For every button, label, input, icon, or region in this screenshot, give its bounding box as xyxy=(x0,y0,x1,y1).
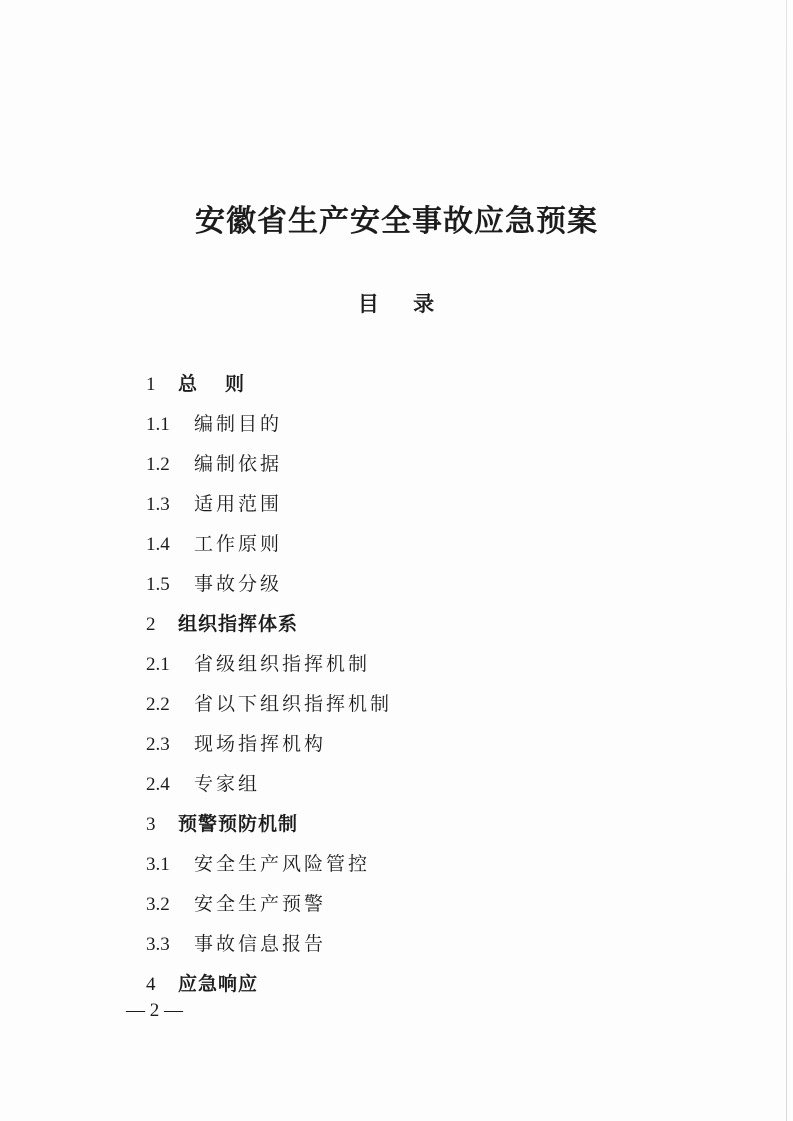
toc-number: 2 xyxy=(146,614,156,635)
toc-number: 3.1 xyxy=(146,854,170,875)
toc-section xyxy=(146,770,392,810)
toc-section xyxy=(146,890,392,930)
toc-number: 3.3 xyxy=(146,934,170,955)
toc-text: 省级组织指挥机制 xyxy=(194,653,371,675)
toc-text: 安全生产预警 xyxy=(194,893,327,915)
page-number: — 2 — xyxy=(126,1000,183,1021)
toc-number: 2.2 xyxy=(146,694,170,715)
toc-text: 专家组 xyxy=(194,773,261,795)
toc-section xyxy=(146,930,392,970)
toc-text: 事故分级 xyxy=(194,573,283,595)
toc-text: 工作原则 xyxy=(194,533,283,555)
toc-text: 总则 xyxy=(178,373,273,395)
toc-number: 4 xyxy=(146,974,156,995)
toc-heading xyxy=(0,288,793,318)
toc-section xyxy=(146,570,392,610)
toc-section xyxy=(146,730,392,770)
toc-section xyxy=(146,650,392,690)
toc-number: 1.4 xyxy=(146,534,170,555)
toc-text: 现场指挥机构 xyxy=(194,733,327,755)
toc-section xyxy=(146,410,392,450)
toc-text: 事故信息报告 xyxy=(194,933,327,955)
toc-chapter xyxy=(146,610,392,650)
toc-text: 适用范围 xyxy=(194,493,283,515)
toc-text: 组织指挥体系 xyxy=(178,613,299,635)
toc-number: 2.1 xyxy=(146,654,170,675)
toc-number: 2.4 xyxy=(146,774,170,795)
toc-number: 3.2 xyxy=(146,894,170,915)
toc-section xyxy=(146,850,392,890)
toc-text: 安全生产风险管控 xyxy=(194,853,371,875)
toc-number: 1.1 xyxy=(146,414,170,435)
toc-number: 1.5 xyxy=(146,574,170,595)
toc-chapter xyxy=(146,810,392,850)
toc-text: 应急响应 xyxy=(178,973,259,995)
toc-heading-text: 目 录 xyxy=(357,292,436,316)
toc-text: 编制目的 xyxy=(194,413,283,435)
toc-number: 1 xyxy=(146,374,156,395)
toc-section xyxy=(146,530,392,570)
table-of-contents xyxy=(146,370,392,1010)
toc-text: 编制依据 xyxy=(194,453,283,475)
toc-number: 1.3 xyxy=(146,494,170,515)
toc-number: 3 xyxy=(146,814,156,835)
toc-chapter xyxy=(146,370,392,410)
toc-section xyxy=(146,490,392,530)
toc-section xyxy=(146,690,392,730)
toc-number: 2.3 xyxy=(146,734,170,755)
toc-number: 1.2 xyxy=(146,454,170,475)
toc-section xyxy=(146,450,392,490)
toc-text: 省以下组织指挥机制 xyxy=(194,693,393,715)
document-title: 安徽省生产安全事故应急预案 xyxy=(195,204,598,239)
toc-text: 预警预防机制 xyxy=(178,813,299,835)
scan-edge-line xyxy=(786,0,787,1121)
